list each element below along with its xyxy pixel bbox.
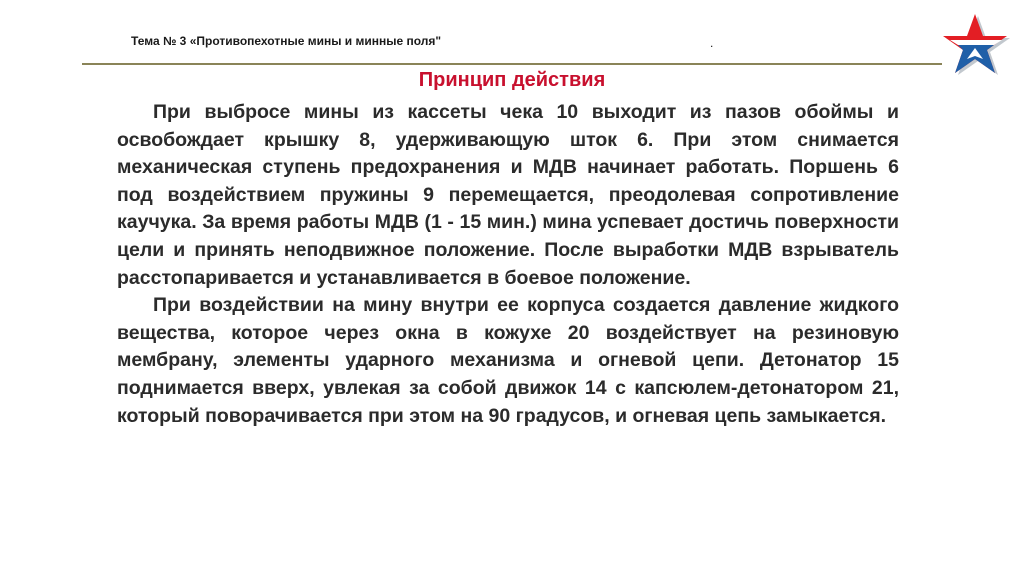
- topic-title: Тема № 3 «Противопехотные мины и минные поля": [131, 34, 442, 48]
- paragraph-1: При выбросе мины из кассеты чека 10 выходит из пазов обоймы и освобождает крышку 8, удерживающую шток 6. При этом снимается механическая ступень предохранения и МДВ начинает работать. Поршень 6 под воздействием пружины 9 перемещается, преодолевая сопротивление каучука. За время работы МДВ (1 - 15 мин.) мина успевает достичь поверхности цели и принять неподвижное положение. После выработки МДВ взрыватель расстопаривается и устанавливается в боевое положение.: [117, 101, 899, 289]
- star-white-band: [950, 40, 1002, 45]
- body-text: [117, 99, 899, 430]
- header-divider: [82, 63, 942, 65]
- header-dot: .: [710, 36, 714, 50]
- paragraph-2: При воздействии на мину внутри ее корпуса создается давление жидкого вещества, которое через окна в кожухе 20 воздействует на резиновую мембрану, элементы ударного механизма и огневой цепи. Детонатор 15 поднимается вверх, увлекая за собой движок 14 с капсюлем-детонатором 21, который поворачивается при этом на 90 градусов, и огневая цепь замыкается.: [117, 294, 899, 427]
- slide-title: Принцип действия: [418, 69, 606, 91]
